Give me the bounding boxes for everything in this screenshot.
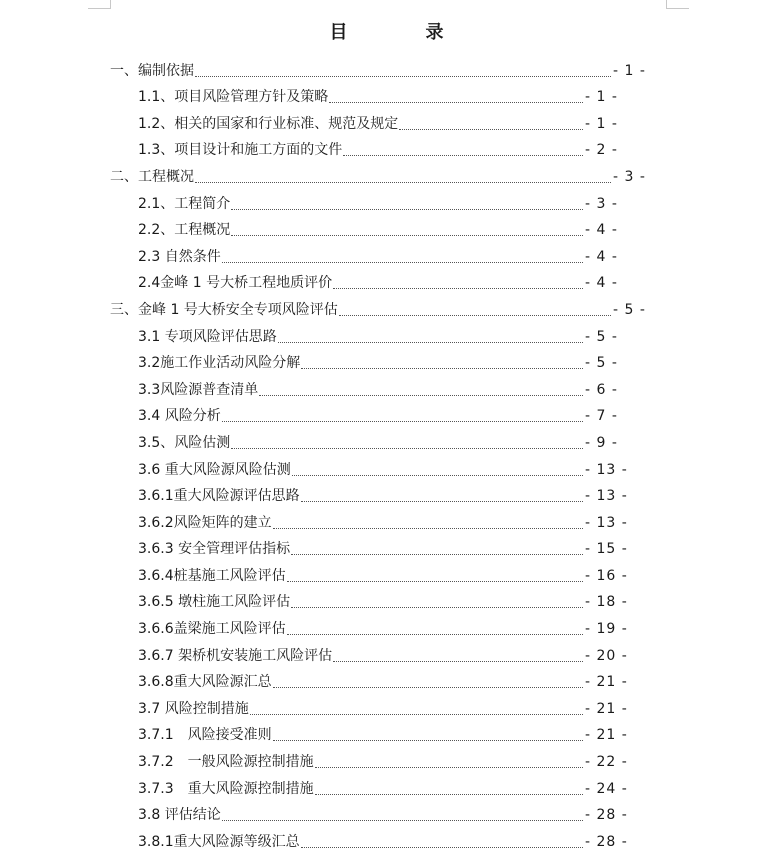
- toc-entry-title[interactable]: 3.6 重大风险源风险估测: [138, 461, 291, 478]
- toc-entry[interactable]: [0, 720, 639, 747]
- toc-dot-leader: [291, 554, 583, 555]
- toc-entry[interactable]: [0, 773, 639, 800]
- table-of-contents: [0, 55, 777, 853]
- toc-entry-title[interactable]: 1.2、相关的国家和行业标准、规范及规定: [138, 115, 399, 132]
- toc-entry-title[interactable]: 3.6.8重大风险源汇总: [138, 674, 272, 691]
- toc-entry[interactable]: [0, 108, 639, 135]
- toc-entry-page-number[interactable]: - 1 -: [585, 115, 618, 132]
- toc-dot-leader: [278, 342, 583, 343]
- toc-entry-page-number[interactable]: - 16 -: [585, 567, 628, 584]
- toc-entry-title[interactable]: 3.6.5 墩柱施工风险评估: [138, 594, 291, 611]
- toc-dot-leader: [333, 661, 583, 662]
- toc-dot-leader: [333, 288, 583, 289]
- toc-dot-leader: [195, 182, 611, 183]
- toc-entry-page-number[interactable]: - 20 -: [585, 647, 628, 664]
- toc-entry-title[interactable]: 三、金峰 1 号大桥安全专项风险评估: [110, 301, 338, 318]
- toc-dot-leader: [222, 421, 583, 422]
- toc-entry-title[interactable]: 二、工程概况: [110, 168, 194, 185]
- toc-entry[interactable]: [0, 241, 639, 268]
- toc-dot-leader: [292, 475, 583, 476]
- toc-entry[interactable]: [0, 82, 639, 109]
- toc-entry-page-number[interactable]: - 6 -: [585, 381, 618, 398]
- toc-entry-title[interactable]: 3.6.2风险矩阵的建立: [138, 514, 272, 531]
- toc-dot-leader: [231, 209, 583, 210]
- toc-entry-title[interactable]: 3.6.4桩基施工风险评估: [138, 567, 286, 584]
- toc-dot-leader: [343, 155, 583, 156]
- toc-entry-title[interactable]: 3.8.1重大风险源等级汇总: [138, 833, 300, 850]
- page-corner-mark-right: [666, 0, 689, 9]
- toc-entry[interactable]: [0, 667, 639, 694]
- toc-entry-page-number[interactable]: - 3 -: [613, 168, 646, 185]
- toc-dot-leader: [222, 262, 583, 263]
- toc-dot-leader: [291, 607, 583, 608]
- toc-entry-page-number[interactable]: - 5 -: [585, 328, 618, 345]
- toc-entry-page-number[interactable]: - 4 -: [585, 275, 618, 292]
- toc-entry-title[interactable]: 2.3 自然条件: [138, 248, 221, 265]
- toc-entry[interactable]: [0, 294, 667, 321]
- toc-entry-title[interactable]: 一、编制依据: [110, 62, 194, 79]
- toc-entry-page-number[interactable]: - 22 -: [585, 754, 628, 771]
- toc-entry-page-number[interactable]: - 13 -: [585, 461, 628, 478]
- toc-entry-title[interactable]: 1.3、项目设计和施工方面的文件: [138, 142, 343, 159]
- toc-entry-page-number[interactable]: - 4 -: [585, 222, 618, 239]
- toc-entry[interactable]: [0, 693, 639, 720]
- toc-entry-page-number[interactable]: - 15 -: [585, 541, 628, 558]
- toc-dot-leader: [259, 395, 583, 396]
- toc-entry[interactable]: [0, 161, 667, 188]
- toc-dot-leader: [301, 501, 583, 502]
- toc-entry[interactable]: [0, 135, 639, 162]
- toc-entry-title[interactable]: 2.4金峰 1 号大桥工程地质评价: [138, 275, 333, 292]
- toc-dot-leader: [273, 740, 583, 741]
- toc-dot-leader: [231, 235, 583, 236]
- toc-entry-page-number[interactable]: - 24 -: [585, 780, 628, 797]
- toc-entry[interactable]: [0, 481, 639, 508]
- toc-entry-page-number[interactable]: - 4 -: [585, 248, 618, 265]
- toc-dot-leader: [329, 102, 583, 103]
- toc-entry[interactable]: [0, 348, 639, 375]
- toc-entry[interactable]: [0, 55, 667, 82]
- toc-entry[interactable]: [0, 321, 639, 348]
- toc-entry-title[interactable]: 3.6.6盖梁施工风险评估: [138, 621, 286, 638]
- toc-entry-title[interactable]: 3.7.1 风险接受准则: [138, 727, 272, 744]
- toc-entry-page-number[interactable]: - 13 -: [585, 514, 628, 531]
- toc-entry[interactable]: [0, 800, 639, 827]
- toc-entry-page-number[interactable]: - 21 -: [585, 674, 628, 691]
- toc-entry-page-number[interactable]: - 5 -: [585, 355, 618, 372]
- toc-entry-page-number[interactable]: - 1 -: [613, 62, 646, 79]
- toc-dot-leader: [273, 687, 583, 688]
- toc-entry-page-number[interactable]: - 3 -: [585, 195, 618, 212]
- toc-entry-title[interactable]: 3.8 评估结论: [138, 807, 221, 824]
- toc-entry-title[interactable]: 3.1 专项风险评估思路: [138, 328, 277, 345]
- toc-entry[interactable]: [0, 454, 639, 481]
- toc-dot-leader: [287, 581, 583, 582]
- toc-dot-leader: [339, 315, 611, 316]
- toc-entry-page-number[interactable]: - 5 -: [613, 301, 646, 318]
- toc-entry[interactable]: [0, 507, 639, 534]
- toc-dot-leader: [315, 767, 583, 768]
- page-corner-mark-left: [88, 0, 111, 9]
- toc-dot-leader: [301, 847, 583, 848]
- toc-entry-page-number[interactable]: - 19 -: [585, 621, 628, 638]
- toc-entry-page-number[interactable]: - 1 -: [585, 89, 618, 106]
- toc-entry[interactable]: [0, 746, 639, 773]
- toc-entry-title[interactable]: 3.7 风险控制措施: [138, 700, 249, 717]
- toc-entry[interactable]: [0, 587, 639, 614]
- toc-title: 目 录: [329, 22, 474, 43]
- toc-entry-title[interactable]: 2.2、工程概况: [138, 222, 231, 239]
- toc-entry-title[interactable]: 1.1、项目风险管理方针及策略: [138, 89, 329, 106]
- toc-entry-page-number[interactable]: - 13 -: [585, 488, 628, 505]
- toc-entry-title[interactable]: 3.6.3 安全管理评估指标: [138, 541, 291, 558]
- toc-entry[interactable]: [0, 826, 639, 853]
- toc-entry[interactable]: [0, 640, 639, 667]
- toc-entry-page-number[interactable]: - 28 -: [585, 807, 628, 824]
- toc-entry-title[interactable]: 3.2施工作业活动风险分解: [138, 355, 301, 372]
- toc-entry[interactable]: [0, 534, 639, 561]
- toc-entry-page-number[interactable]: - 18 -: [585, 594, 628, 611]
- toc-entry-page-number[interactable]: - 28 -: [585, 833, 628, 850]
- toc-entry[interactable]: [0, 188, 639, 215]
- toc-entry-page-number[interactable]: - 2 -: [585, 142, 618, 159]
- toc-entry[interactable]: [0, 613, 639, 640]
- toc-entry-title[interactable]: 3.7.2 一般风险源控制措施: [138, 754, 314, 771]
- toc-dot-leader: [273, 528, 583, 529]
- toc-dot-leader: [399, 129, 583, 130]
- toc-entry-title[interactable]: 3.6.7 架桥机安装施工风险评估: [138, 647, 333, 664]
- toc-entry-title[interactable]: 3.5、风险估测: [138, 434, 231, 451]
- toc-dot-leader: [301, 368, 583, 369]
- toc-entry[interactable]: [0, 374, 639, 401]
- toc-entry-page-number[interactable]: - 21 -: [585, 727, 628, 744]
- toc-entry[interactable]: [0, 215, 639, 242]
- toc-entry[interactable]: [0, 560, 639, 587]
- toc-dot-leader: [250, 714, 583, 715]
- toc-dot-leader: [287, 634, 583, 635]
- toc-entry-title[interactable]: 3.7.3 重大风险源控制措施: [138, 780, 314, 797]
- toc-dot-leader: [231, 448, 583, 449]
- toc-entry-page-number[interactable]: - 7 -: [585, 408, 618, 425]
- toc-dot-leader: [315, 794, 583, 795]
- toc-dot-leader: [195, 76, 611, 77]
- toc-entry-title[interactable]: 3.4 风险分析: [138, 408, 221, 425]
- toc-entry[interactable]: [0, 268, 639, 295]
- toc-entry[interactable]: [0, 427, 639, 454]
- toc-entry-page-number[interactable]: - 9 -: [585, 434, 618, 451]
- toc-entry-title[interactable]: 3.6.1重大风险源评估思路: [138, 488, 300, 505]
- toc-entry[interactable]: [0, 401, 639, 428]
- toc-dot-leader: [222, 820, 583, 821]
- toc-entry-page-number[interactable]: - 21 -: [585, 700, 628, 717]
- toc-entry-title[interactable]: 3.3风险源普查清单: [138, 381, 259, 398]
- toc-entry-title[interactable]: 2.1、工程简介: [138, 195, 231, 212]
